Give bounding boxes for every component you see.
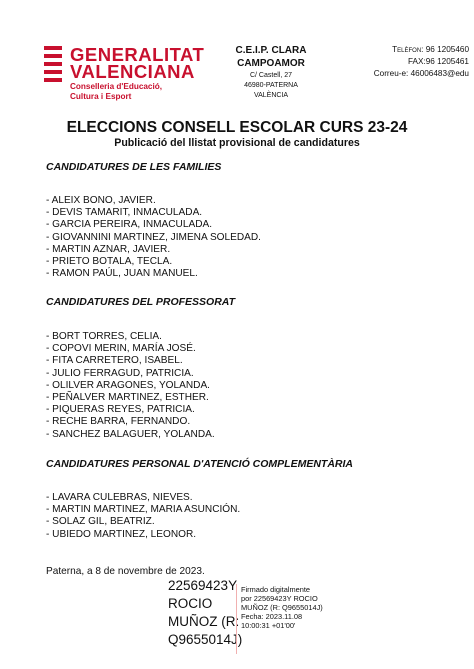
addr-line-2: 46980-PATERNA xyxy=(244,82,298,89)
email-line: Correu-e: 46006483@edu xyxy=(373,69,469,78)
school-address xyxy=(226,71,316,101)
phone-line xyxy=(334,44,469,56)
list-item: - GIOVANNINI MARTINEZ, JIMENA SOLEDAD. xyxy=(46,231,261,243)
section-heading-teachers: CANDIDATURES DEL PROFESSORAT xyxy=(46,296,236,308)
addr-line-1: C/ Castell, 27 xyxy=(249,72,293,79)
sig-meta-line: Fecha: 2023.11.08 xyxy=(241,612,303,621)
candidate-list-families xyxy=(46,195,261,280)
addr-line-3: VALÈNCIA xyxy=(253,92,289,99)
signature-mark xyxy=(236,584,240,654)
list-item: - OLILVER ARAGONES, YOLANDA. xyxy=(46,379,210,391)
section-heading-support-staff: CANDIDATURES PERSONAL D'ATENCIÓ COMPLEMENTÀRIA xyxy=(46,458,354,470)
list-item: - PIQUERAS REYES, PATRICIA. xyxy=(46,404,195,416)
contact-info xyxy=(334,44,469,80)
signer-line-3: MUÑOZ (R: xyxy=(168,614,240,629)
school-name xyxy=(226,44,316,70)
digital-signature-details xyxy=(241,585,331,630)
organization-name xyxy=(70,46,204,80)
list-item: - LAVARA CULEBRAS, NIEVES. xyxy=(46,492,193,503)
list-item: - UBIEDO MARTINEZ, LEONOR. xyxy=(46,528,197,540)
list-item: - SANCHEZ BALAGUER, YOLANDA. xyxy=(46,428,215,440)
document-title: ELECCIONS CONSELL ESCOLAR CURS 23-24 xyxy=(66,119,408,136)
fax-line: FAX:96 1205461 xyxy=(407,57,469,66)
sig-meta-line: 10:00:31 +01'00' xyxy=(241,621,296,630)
school-line-2: CAMPOAMOR xyxy=(237,58,305,69)
org-line-1: GENERALITAT xyxy=(70,44,205,65)
sig-meta-line: Firmado digitalmente xyxy=(241,585,311,594)
candidate-list-teachers xyxy=(46,331,215,441)
list-item: - MARTIN AZNAR, JAVIER. xyxy=(46,243,171,255)
phone-number: 96 1205460 xyxy=(423,45,469,54)
list-item: - MARTIN MARTINEZ, MARIA ASUNCIÓN. xyxy=(46,504,241,516)
list-item: - RECHE BARRA, FERNANDO. xyxy=(46,416,191,428)
sig-meta-line: por 22569423Y ROCIO xyxy=(241,594,318,603)
list-item: - FITA CARRETERO, ISABEL. xyxy=(46,355,183,367)
dept-line-2: Cultura i Esport xyxy=(70,92,132,101)
sig-meta-line: MUÑOZ (R: Q9655014J) xyxy=(241,603,323,612)
school-line-1: C.E.I.P. CLARA xyxy=(235,45,307,56)
phone-label: Telèfon: xyxy=(392,45,424,54)
list-item: - BORT TORRES, CELIA. xyxy=(46,331,162,342)
date-line: Paterna, a 8 de novembre de 2023. xyxy=(46,566,205,577)
document-subtitle: Publicació del llistat provisional de candidatures xyxy=(114,137,360,149)
list-item: - RAMON PAÚL, JUAN MANUEL. xyxy=(46,268,198,280)
list-item: - DEVIS TAMARIT, INMACULADA. xyxy=(46,207,203,219)
list-item: - ALEIX BONO, JAVIER. xyxy=(46,195,156,206)
list-item: - SOLAZ GIL, BEATRIZ. xyxy=(46,516,155,528)
section-heading-families: CANDIDATURES DE LES FAMILIES xyxy=(46,161,222,173)
list-item: - PEÑALVER MARTINEZ, ESTHER. xyxy=(46,392,209,404)
list-item: - PRIETO BOTALA, TECLA. xyxy=(46,256,173,268)
dept-line-1: Conselleria d'Educació, xyxy=(70,82,163,91)
list-item: - COPOVI MERIN, MARÍA JOSÉ. xyxy=(46,343,196,355)
signer-line-2: ROCIO xyxy=(168,596,213,611)
list-item: - JULIO FERRAGUD, PATRICIA. xyxy=(46,367,194,379)
department-name xyxy=(70,82,162,102)
list-item: - GARCIA PEREIRA, INMACULADA. xyxy=(46,219,213,231)
generalitat-logo-icon xyxy=(44,46,62,82)
signer-line-4: Q9655014J) xyxy=(168,632,243,647)
org-line-2: VALENCIANA xyxy=(70,61,195,82)
signer-name xyxy=(168,577,243,649)
signer-line-1: 22569423Y xyxy=(168,578,238,593)
candidate-list-support-staff xyxy=(46,492,240,541)
